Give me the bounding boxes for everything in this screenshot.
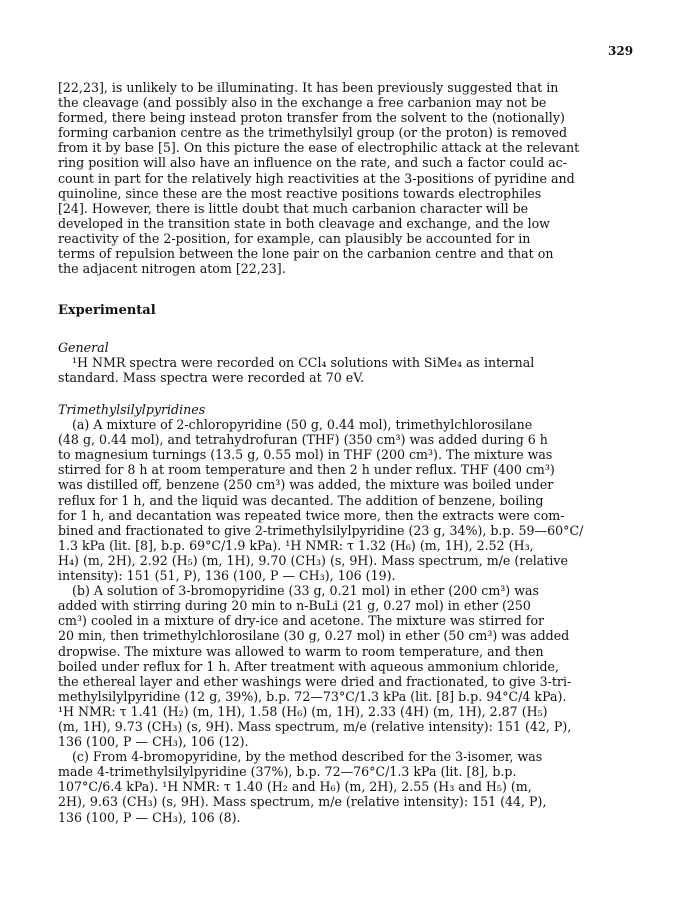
text-line: was distilled off, benzene (250 cm³) was added, the mixture was boiled under	[58, 477, 554, 493]
text-line: 2H), 9.63 (CH₃) (s, 9H). Mass spectrum, m/e (relative intensity): 151 (44, P),	[58, 794, 547, 810]
trimethylsilylpyridines-section	[58, 402, 658, 825]
text-line: reactivity of the 2-position, for example, can plausibly be accounted for in	[58, 230, 531, 246]
text-line: bined and fractionated to give 2-trimethylsilylpyridine (23 g, 34%), b.p. 59—60°C/	[58, 522, 584, 538]
text-line: quinoline, since these are the most reactive positions towards electrophiles	[58, 185, 542, 201]
text-line: made 4-trimethylsilylpyridine (37%), b.p. 72—76°C/1.3 kPa (lit. [8], b.p.	[58, 764, 517, 780]
text-line: (b) A solution of 3-bromopyridine (33 g, 0.21 mol) in ether (200 cm³) was	[72, 583, 539, 599]
text-line: to magnesium turnings (13.5 g, 0.55 mol) in THF (200 cm³). The mixture was	[58, 447, 553, 463]
text-line: [22,23], is unlikely to be illuminating. It has been previously suggested that in	[58, 80, 559, 95]
text-line: boiled under reflux for 1 h. After treatment with aqueous ammonium chloride,	[58, 658, 559, 674]
text-line: (m, 1H), 9.73 (CH₃) (s, 9H). Mass spectrum, m/e (relative intensity): 151 (42, P),	[58, 718, 572, 734]
text-line: the adjacent nitrogen atom [22,23].	[58, 261, 286, 277]
text-line: 1.3 kPa (lit. [8], b.p. 69°C/1.9 kPa). ¹H NMR: τ 1.32 (H₆) (m, 1H), 2.52 (H₃,	[58, 537, 534, 553]
trimethylsilylpyridines-heading: Trimethylsilylpyridines	[58, 402, 206, 417]
text-line: stirred for 8 h at room temperature and then 2 h under reflux. THF (400 cm³)	[58, 462, 555, 478]
text-line: from it by base [5]. On this picture the ease of electrophilic attack at the relevant	[58, 140, 580, 156]
text-line: [24]. However, there is little doubt that much carbanion character will be	[58, 200, 529, 216]
text-line: dropwise. The mixture was allowed to warm to room temperature, and then	[58, 643, 544, 659]
text-line: 20 min, then trimethylchlorosilane (30 g, 0.27 mol) in ether (50 cm³) was added	[58, 628, 570, 644]
text-line: developed in the transition state in both cleavage and exchange, and the low	[58, 215, 550, 231]
general-heading: General	[58, 340, 109, 355]
text-line: 136 (100, P — CH₃), 106 (12).	[58, 734, 249, 750]
text-line: standard. Mass spectra were recorded at 70 eV.	[58, 370, 365, 386]
text-line: (c) From 4-bromopyridine, by the method described for the 3-isomer, was	[72, 749, 543, 765]
text-line: 136 (100, P — CH₃), 106 (8).	[58, 809, 241, 825]
experimental-heading: Experimental	[58, 303, 156, 318]
text-line: H₄) (m, 2H), 2.92 (H₅) (m, 1H), 9.70 (CH₃) (s, 9H). Mass spectrum, m/e (relative	[58, 552, 568, 568]
text-line: added with stirring during 20 min to n-BuLi (21 g, 0.27 mol) in ether (250	[58, 598, 531, 614]
text-line: reflux for 1 h, and the liquid was decanted. The addition of benzene, boiling	[58, 492, 544, 508]
text-line: forming carbanion centre as the trimethylsilyl group (or the proton) is removed	[58, 125, 568, 141]
text-line: intensity): 151 (51, P), 136 (100, P — CH₃), 106 (19).	[58, 568, 396, 584]
intro-paragraph	[58, 80, 658, 276]
page-number: 329	[608, 44, 634, 58]
text-line: methylsilylpyridine (12 g, 39%), b.p. 72—73°C/1.3 kPa (lit. [8] b.p. 94°C/4 kPa).	[58, 688, 567, 704]
text-line: formed, there being instead proton transfer from the solvent to the (notionally)	[58, 110, 565, 126]
general-section	[58, 340, 658, 385]
text-line: the cleavage (and possibly also in the exchange a free carbanion may not be	[58, 95, 547, 111]
text-line: (48 g, 0.44 mol), and tetrahydrofuran (THF) (350 cm³) was added during 6 h	[58, 432, 548, 448]
text-line: count in part for the relatively high reactivities at the 3-positions of pyridine and	[58, 170, 575, 186]
text-line: for 1 h, and decantation was repeated twice more, then the extracts were com-	[58, 507, 565, 523]
text-line: cm³) cooled in a mixture of dry-ice and acetone. The mixture was stirred for	[58, 613, 545, 629]
text-line: 107°C/6.4 kPa). ¹H NMR: τ 1.40 (H₂ and H₆) (m, 2H), 2.55 (H₃ and H₅) (m,	[58, 779, 532, 795]
text-line: ¹H NMR spectra were recorded on CCl₄ solutions with SiMe₄ as internal	[72, 355, 535, 371]
text-line: ¹H NMR: τ 1.41 (H₂) (m, 1H), 1.58 (H₆) (m, 1H), 2.33 (4H) (m, 1H), 2.87 (H₅)	[58, 703, 548, 719]
text-line: the ethereal layer and ether washings were dried and fractionated, to give 3-tri-	[58, 673, 572, 689]
text-line: (a) A mixture of 2-chloropyridine (50 g, 0.44 mol), trimethylchlorosilane	[72, 417, 533, 433]
text-line: terms of repulsion between the lone pair on the carbanion centre and that on	[58, 246, 554, 262]
text-line: ring position will also have an influence on the rate, and such a factor could ac-	[58, 155, 567, 171]
